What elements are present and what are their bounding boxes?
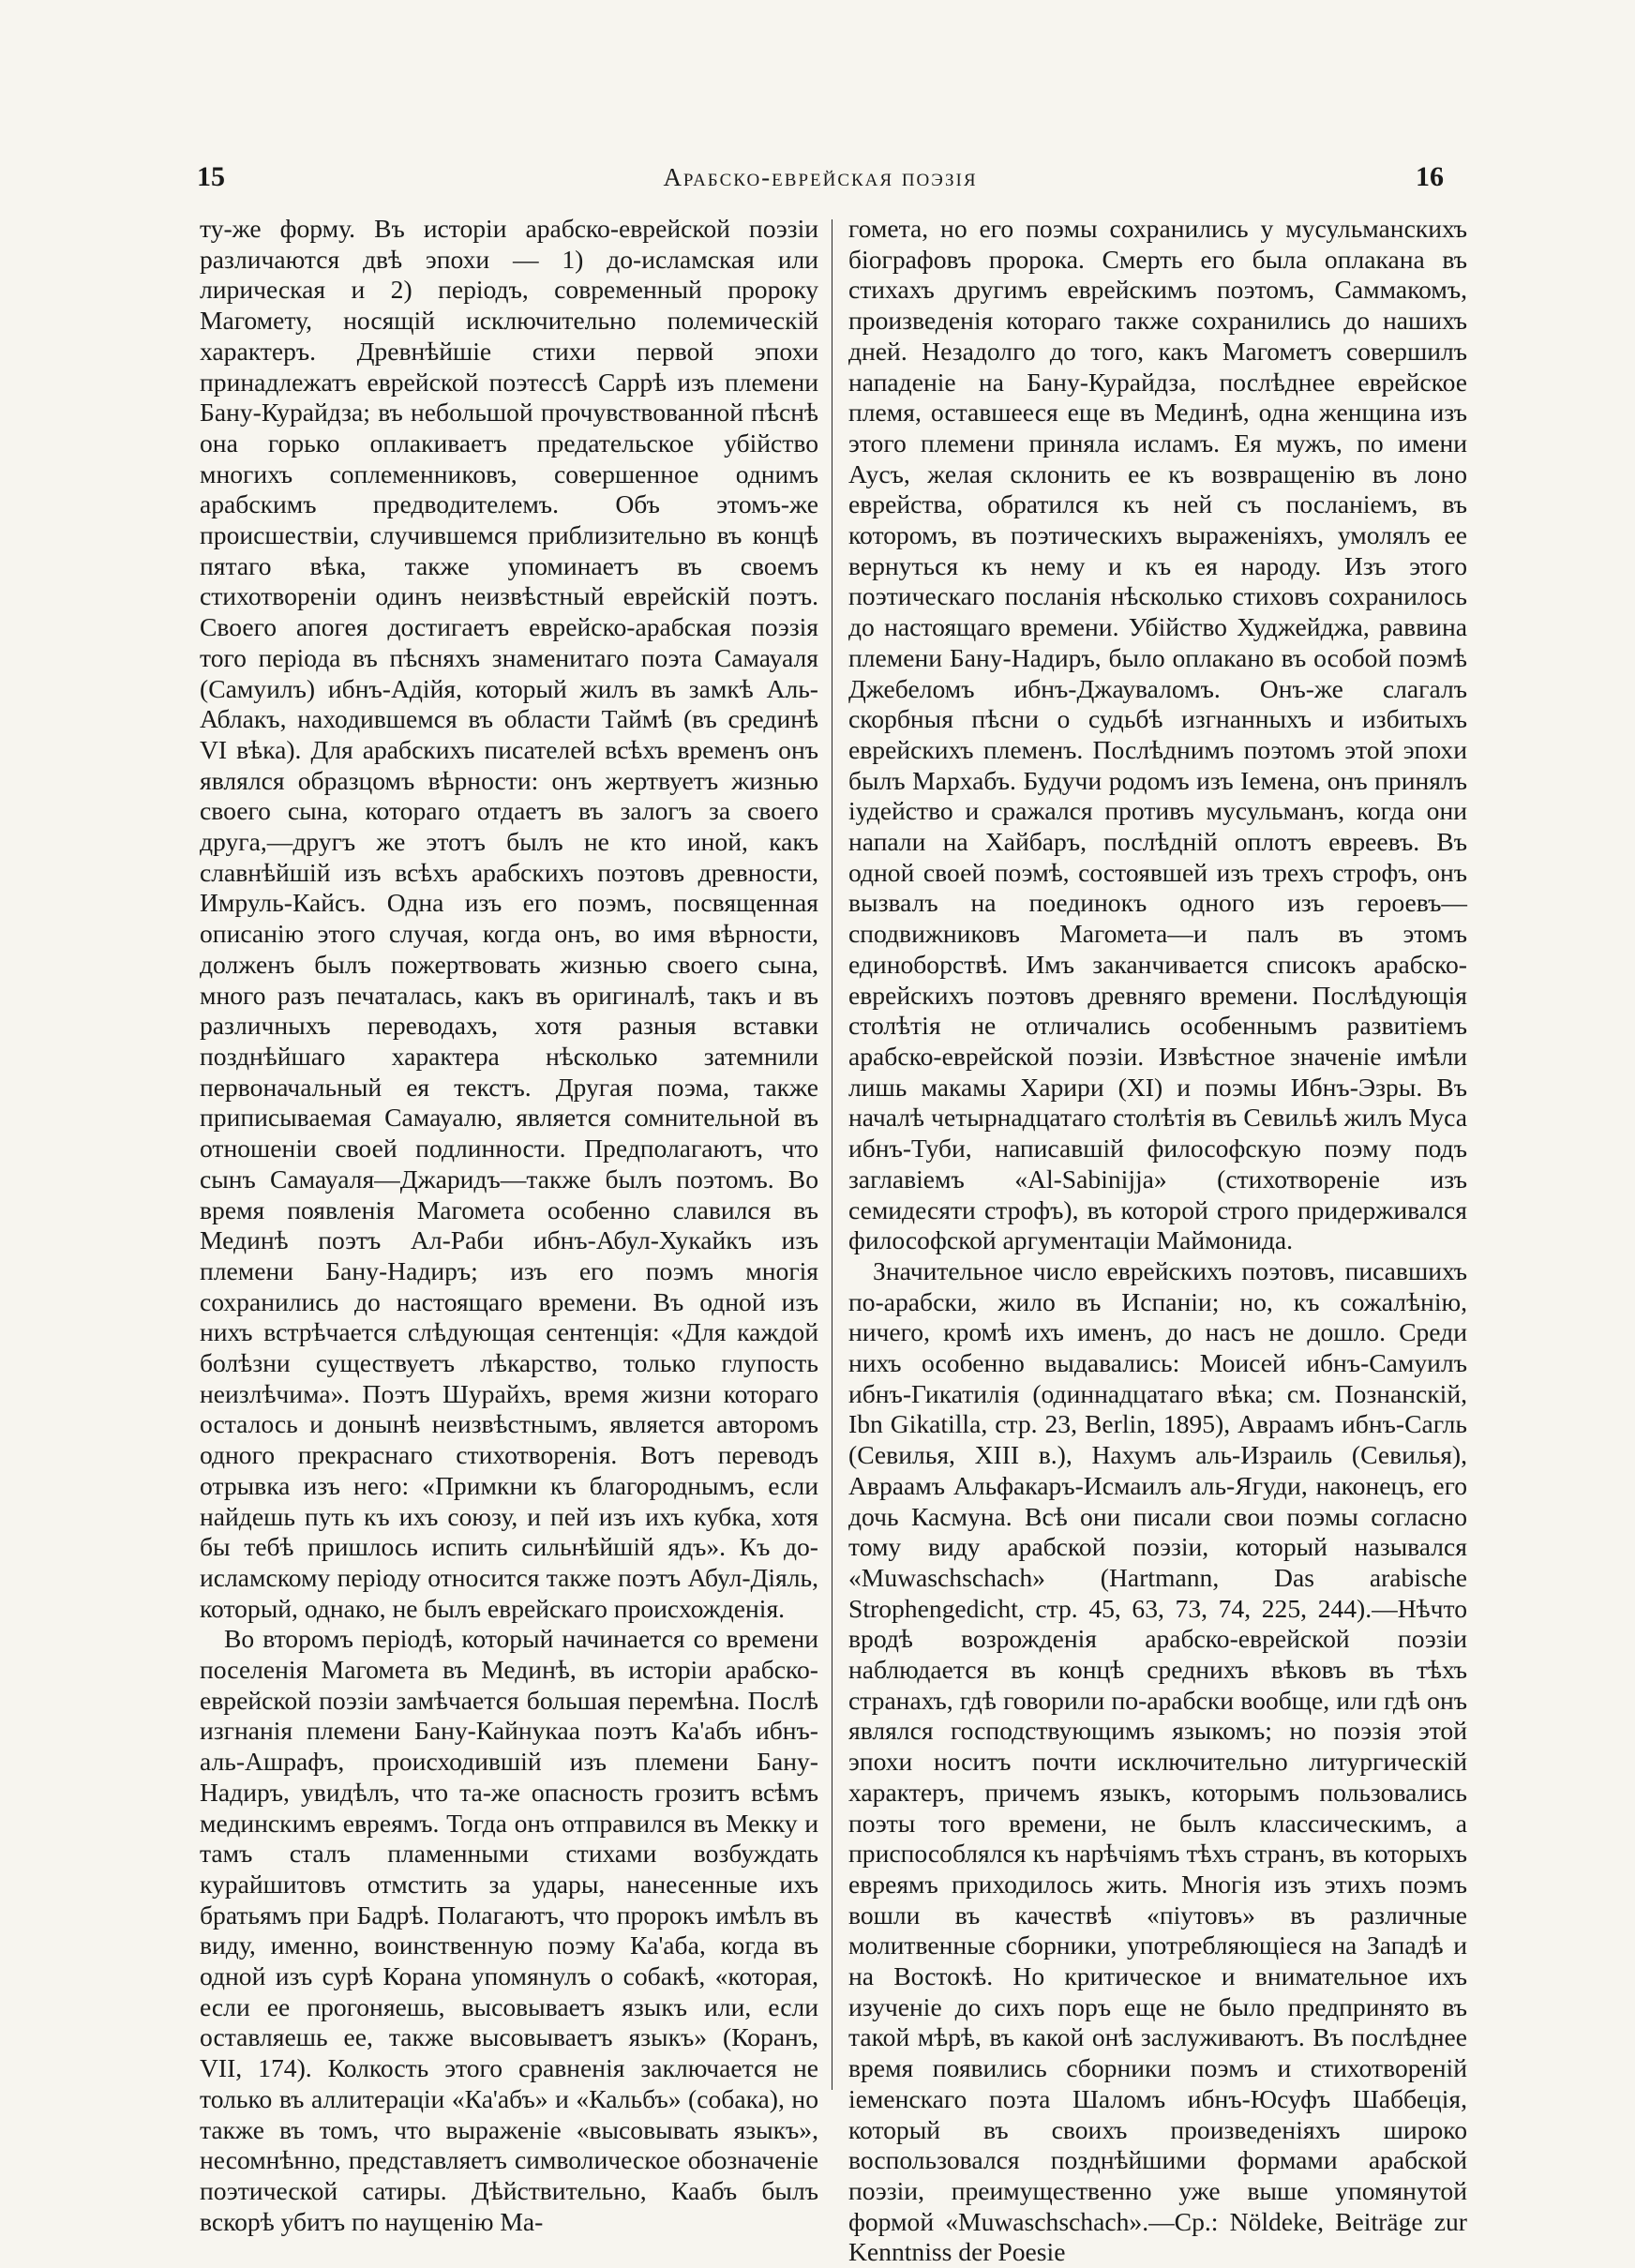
page-header bbox=[197, 161, 1444, 203]
left-column bbox=[200, 214, 818, 2236]
page-number-left: 15 bbox=[197, 161, 225, 192]
right-column bbox=[848, 214, 1467, 2267]
paragraph: гомета, но его поэмы сохранились у мусульманскихъ біографовъ пророка. Смерть его была оплакана въ стихахъ другимъ еврейскимъ поэтомъ, Саммакомъ, произведенія котораго также сохранились до нашихъ дней. Незадолго до того, какъ Магометъ совершилъ нападеніе на Бану-Курайдза, послѣднее еврейское племя, оставшееся еще въ Мединѣ, одна женщина изъ этого племени приняла исламъ. Ея мужъ, по имени Аусъ, желая склонить ее къ возвращенію въ лоно еврейства, обратился къ ней съ посланіемъ, въ которомъ, въ поэтическихъ выраженіяхъ, умолялъ ее вернуться къ нему и къ ея народу. Изъ этого поэтическаго посланія нѣсколько стиховъ сохранилось до настоящаго времени. Убійство Худжейджа, раввина племени Бану-Надиръ, было оплакано въ особой поэмѣ Джебеломъ ибнъ-Джауваломъ. Онъ-же слагалъ скорбныя пѣсни о судьбѣ изгнанныхъ и избитыхъ еврейскихъ племенъ. Послѣднимъ поэтомъ этой эпохи былъ Мархабъ. Будучи родомъ изъ Іемена, онъ принялъ іудейство и сражался противъ мусульманъ, когда они напали на Хайбаръ, послѣдній оплотъ евреевъ. Въ одной своей поэмѣ, состоявшей изъ трехъ строфъ, онъ вызвалъ на поединокъ одного изъ героевъ—сподвижниковъ Магомета—и палъ въ этомъ единоборствѣ. Имъ заканчивается списокъ арабско-еврейскихъ поэтовъ древняго времени. Послѣдующія столѣтія не отличались особеннымъ развитіемъ арабско-еврейской поэзіи. Извѣстное значеніе имѣли лишь макамы Харири (XI) и поэмы Ибнъ-Эзры. Въ началѣ четырнадцатаго столѣтія въ Севильѣ жилъ Муса ибнъ-Туби, написавшій философскую поэму подъ заглавіемъ «Al-Sabinijja» (стихотвореніе изъ семидесяти строфъ), въ которой строго придерживался философской аргументаціи Маймонида. bbox=[848, 214, 1467, 1255]
running-title: Арабско-еврейская поэзія bbox=[663, 163, 978, 191]
page-number-right: 16 bbox=[1416, 161, 1444, 192]
paragraph: Во второмъ періодѣ, который начинается со времени поселенія Магомета въ Мединѣ, въ исторіи арабско-еврейской поэзіи замѣчается большая перемѣна. Послѣ изгнанія племени Бану-Кайнукаа поэтъ Ка'абъ ибнъ-аль-Ашрафъ, происходившій изъ племени Бану-Надиръ, увидѣлъ, что та-же опасность грозитъ всѣмъ мединскимъ евреямъ. Тогда онъ отправился въ Мекку и тамъ сталъ пламенными стихами возбуждать курайшитовъ отмстить за удары, нанесенные ихъ братьямъ при Бадрѣ. Полагаютъ, что пророкъ имѣлъ въ виду, именно, воинственную поэму Ка'аба, когда въ одной изъ сурѣ Корана упомянулъ о собакѣ, «которая, если ее прогоняешь, высовываетъ языкъ или, если оставляешь ее, также высовываетъ языкъ» (Коранъ, VII, 174). Колкость этого сравненія заключается не только въ аллитераціи «Ка'абъ» и «Кальбъ» (собака), но также въ томъ, что выраженіе «высовывать языкъ», несомнѣнно, представляетъ символическое обозначеніе поэтической сатиры. Дѣйствительно, Каабъ былъ вскорѣ убитъ по наущенію Ма- bbox=[200, 1624, 818, 2236]
paragraph: ту-же форму. Въ исторіи арабско-еврейской поэзіи различаются двѣ эпохи — 1) до-исламская или лирическая и 2) періодъ, современный пророку Магомету, носящій исключительно полемическій характеръ. Древнѣйшіе стихи первой эпохи принадлежатъ еврейской поэтессѣ Саррѣ изъ племени Бану-Курайдза; въ небольшой прочувствованной пѣснѣ она горько оплакиваетъ предательское убійство многихъ соплеменниковъ, совершенное однимъ арабскимъ предводителемъ. Объ этомъ-же происшествіи, случившемся приблизительно въ концѣ пятаго вѣка, также упоминаетъ въ своемъ стихотвореніи одинъ неизвѣстный еврейскій поэтъ. Своего апогея достигаетъ еврейско-арабская поэзія того періода въ пѣсняхъ знаменитаго поэта Самауаля (Самуилъ) ибнъ-Адійя, который жилъ въ замкѣ Аль-Аблакъ, находившемся въ области Таймѣ (въ срединѣ VI вѣка). Для арабскихъ писателей всѣхъ временъ онъ являлся образцомъ вѣрности: онъ жертвуетъ жизнью своего сына, котораго отдаетъ въ залогъ за своего друга,—другъ же этотъ былъ не кто иной, какъ славнѣйшій изъ всѣхъ арабскихъ поэтовъ древности, Имруль-Кайсъ. Одна изъ его поэмъ, посвященная описанію этого случая, когда онъ, во имя вѣрности, долженъ былъ пожертвовать жизнью своего сына, много разъ печаталась, какъ въ оригиналѣ, такъ и въ различныхъ переводахъ, хотя разныя вставки позднѣйшаго характера нѣсколько затемнили первоначальный ея текстъ. Другая поэма, также приписываемая Самауалю, является сомнительной въ отношеніи своей подлинности. Предполагаютъ, что сынъ Самауаля—Джаридъ—также былъ поэтомъ. Во время появленія Магомета особенно славился въ Мединѣ поэтъ Ал-Раби ибнъ-Абул-Хукайкъ изъ племени Бану-Надиръ; изъ его поэмъ многія сохранились до настоящаго времени. Въ одной изъ нихъ встрѣчается слѣдующая сентенція: «Для каждой болѣзни существуетъ лѣкарство, только глупость неизлѣчима». Поэтъ Шурайхъ, время жизни котораго осталось и донынѣ неизвѣстнымъ, является авторомъ одного прекраснаго стихотворенія. Вотъ переводъ отрывка изъ него: «Примкни къ благороднымъ, если найдешь путь къ ихъ союзу, и пей изъ ихъ кубка, хотя бы тебѣ пришлось испить сильнѣйшій ядъ». Къ до-исламскому періоду относится также поэтъ Абул-Діяль, который, однако, не былъ еврейскаго происхожденія. bbox=[200, 214, 818, 1623]
paragraph: Значительное число еврейскихъ поэтовъ, писавшихъ по-арабски, жило въ Испаніи; но, къ сожалѣнію, ничего, кромѣ ихъ именъ, до насъ не дошло. Среди нихъ особенно выдавались: Моисей ибнъ-Самуилъ ибнъ-Гикатилія (одиннадцатаго вѣка; см. Познанскій, Ibn Gikatilla, стр. 23, Berlin, 1895), Авраамъ ибнъ-Сагль (Севилья, XIII в.), Нахумъ аль-Израиль (Севилья), Авраамъ Альфакаръ-Исмаилъ аль-Ягуди, наконецъ, его дочь Касмуна. Всѣ они писали свои поэмы согласно тому виду арабской поэзіи, который назывался «Muwaschschach» (Hartmann, Das arabische Strophengedicht, стр. 45, 63, 73, 74, 225, 244).—Нѣчто вродѣ возрожденія арабско-еврейской поэзіи наблюдается въ концѣ среднихъ вѣковъ въ тѣхъ странахъ, гдѣ говорили по-арабски вообще, или гдѣ онъ являлся господствующимъ языкомъ; но поэзія этой эпохи носитъ почти исключительно литургическій характеръ, причемъ языкъ, которымъ пользовались поэты того времени, не былъ классическимъ, а приспособлялся къ нарѣчіямъ тѣхъ странъ, въ которыхъ евреямъ приходилось жить. Многія изъ этихъ поэмъ вошли въ качествѣ «піутовъ» въ различные молитвенные сборники, употребляющіеся на Западѣ и на Востокѣ. Но критическое и внимательное ихъ изученіе до сихъ поръ еще не было предпринято въ такой мѣрѣ, въ какой онѣ заслуживаютъ. Въ послѣднее время появились сборники поэмъ и стихотвореній іеменскаго поэта Шаломъ ибнъ-Юсуфъ Шаббеція, который въ своихъ произведеніяхъ широко воспользовался позднѣйшими формами арабской поэзіи, преимущественно уже выше упомянутой формой «Muwaschschach».—Cp.: Nöldeke, Beiträge zur Kenntniss der Poesie bbox=[848, 1255, 1467, 2267]
